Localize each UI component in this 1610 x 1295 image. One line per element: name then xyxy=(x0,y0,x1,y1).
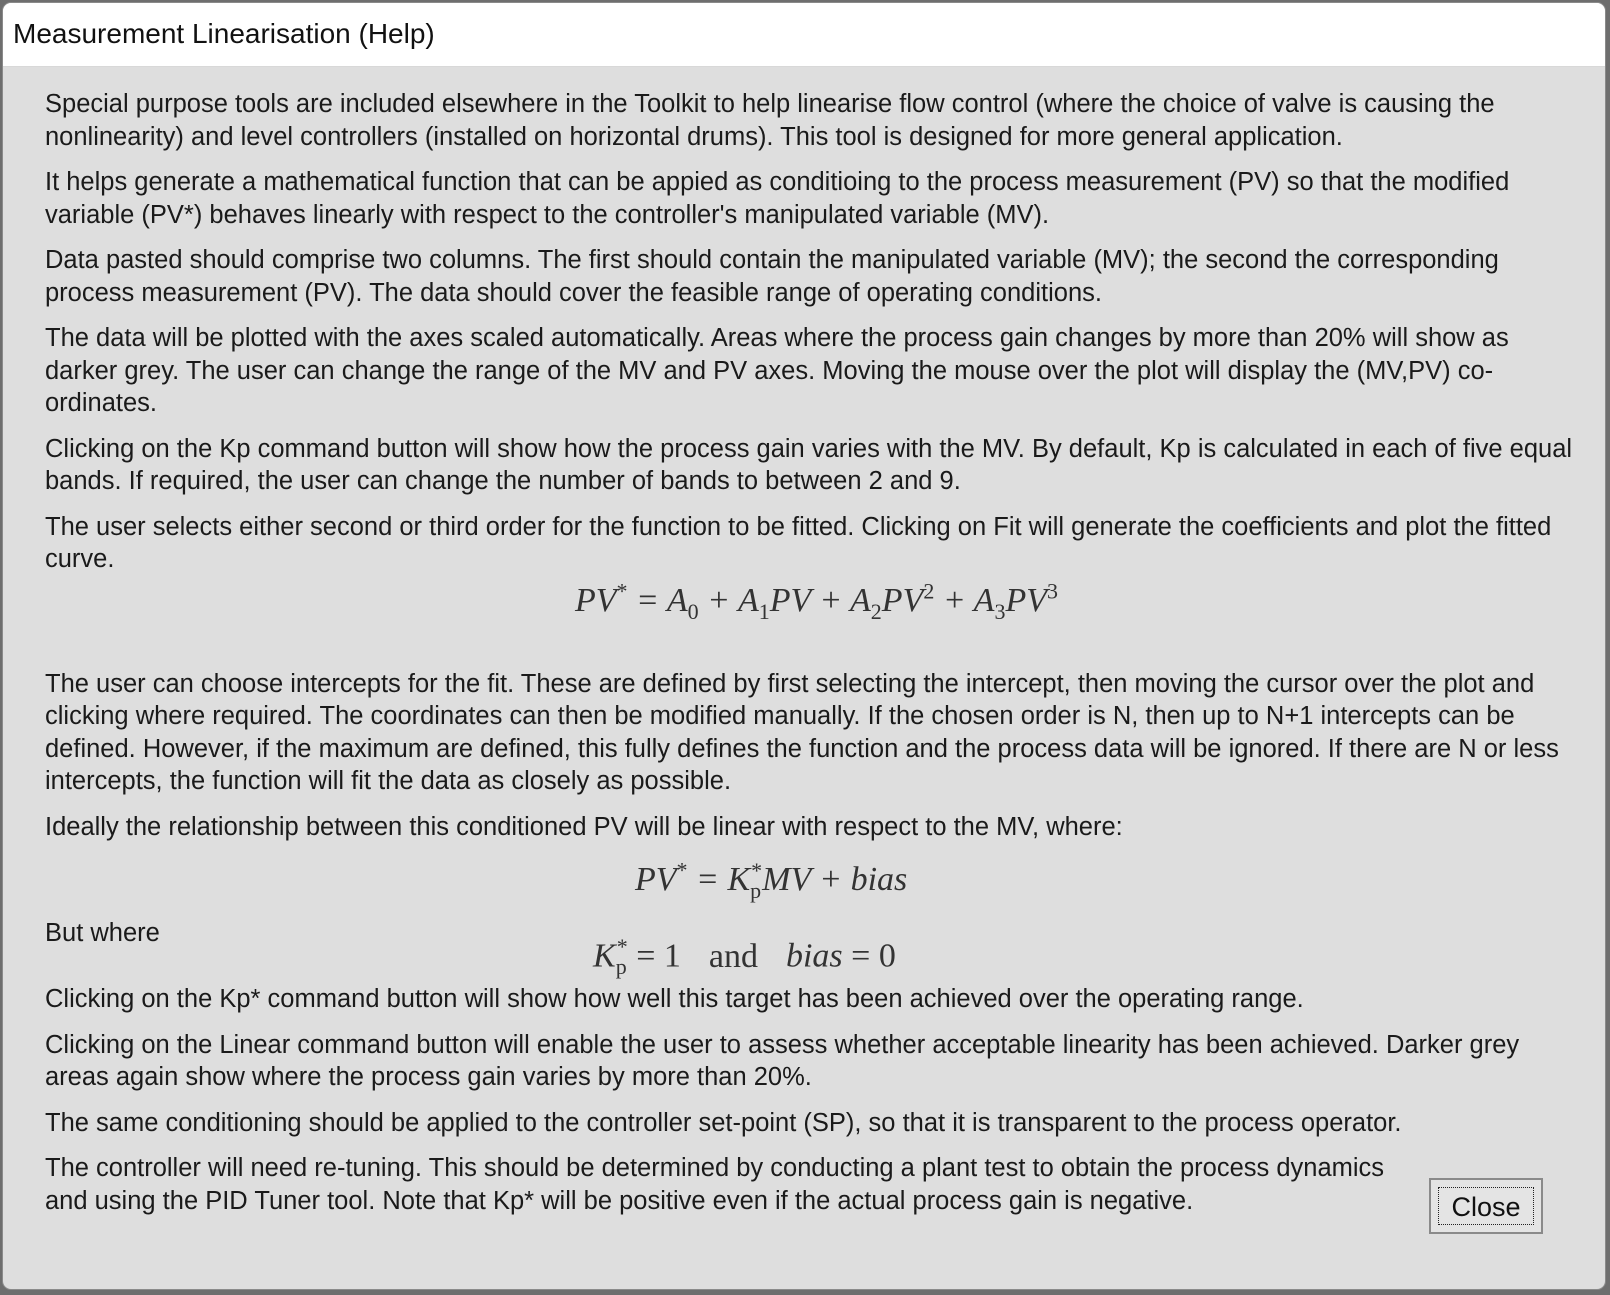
paragraph-kp-button: Clicking on the Kp command button will show how the process gain varies with the MV. By default, Kp is calculated in each of five equal bands. If required, the user can change the number of bands to between 2 and 9. xyxy=(45,434,1573,495)
fit-function-equation xyxy=(575,572,1606,632)
close-button[interactable] xyxy=(1429,1178,1543,1234)
close-button-label: Close xyxy=(1438,1187,1534,1225)
title-bar[interactable] xyxy=(3,3,1605,67)
paragraph-plot: The data will be plotted with the axes scaled automatically. Areas where the process gain changes by more than 20% will show as darker grey. The user can change the range of the MV and PV axes. Moving the mouse over the plot will display the (MV,PV) co-ordinates. xyxy=(45,324,1509,417)
paragraph-kpstar-button: Clicking on the Kp* command button will show how well this target has been achieved over the operating range. xyxy=(45,985,1304,1014)
paragraph-retuning: The controller will need re-tuning. This should be determined by conducting a plant test to obtain the process dynamics and using the PID Tuner tool. Note that Kp* will be positive even if the actual process gain is negative. xyxy=(45,1154,1385,1215)
paragraph-data-pasted: Data pasted should comprise two columns. The first should contain the manipulated variable (MV); the second the corresponding process measurement (PV). The data should cover the feasible range of operating conditions. xyxy=(45,246,1499,307)
eq-linear-text: $PV^* = K_p^*MV$ + bias xyxy=(635,858,908,904)
paragraph-linear-button: Clicking on the Linear command button will enable the user to assess whether acceptable linearity has been achieved. Darker grey areas again show where the process gain varies by more than 20%. xyxy=(45,1030,1520,1092)
window-title: Measurement Linearisation (Help) xyxy=(13,18,435,49)
target-values-equation: $K_p^* = 1$ and bias = 0 xyxy=(593,934,896,980)
paragraph-setpoint: The same conditioning should be applied to the controller set-point (SP), so that it is transparent to the process operator. xyxy=(45,1108,1402,1137)
paragraph-ideal: Ideally the relationship between this conditioned PV will be linear with respect to the MV, where: xyxy=(45,812,1123,841)
but-where-row xyxy=(45,917,1575,980)
eq-fit-text: $PV^* = A_0 + A_1PV + A_2PV^2 + A_3PV^3$ xyxy=(575,578,1058,624)
paragraph-fit-order: The user selects either second or third order for the function to be fitted. Clicking on Fit will generate the coefficients and plot the fitted curve. xyxy=(45,512,1552,573)
help-text xyxy=(45,88,1575,1230)
paragraph-purpose: It helps generate a mathematical function that can be appied as conditioing to the process measurement (PV) so that the modified variable (PV*) behaves linearly with respect to the controller's manipulated variable (MV). xyxy=(45,168,1510,229)
paragraph-intro: Special purpose tools are included elsewhere in the Toolkit to help linearise flow control (where the choice of valve is causing the nonlinearity) and level controllers (installed on horizontal drums). This tool is designed for more general application. xyxy=(45,90,1495,151)
but-where-label: But where xyxy=(45,919,160,948)
paragraph-intercepts: The user can choose intercepts for the fit. These are defined by first selecting the intercept, then moving the cursor over the plot and clicking where required. The coordinates can then be modified manually. If the chosen order is N, then up to N+1 intercepts can be defined. However, if the maximum are defined, this fully defines the function and the process data will be ignored. If there are N or less intercepts, the function will fit the data as closely as possible. xyxy=(45,669,1559,796)
help-dialog xyxy=(2,2,1606,1290)
linear-target-equation xyxy=(45,851,1575,911)
